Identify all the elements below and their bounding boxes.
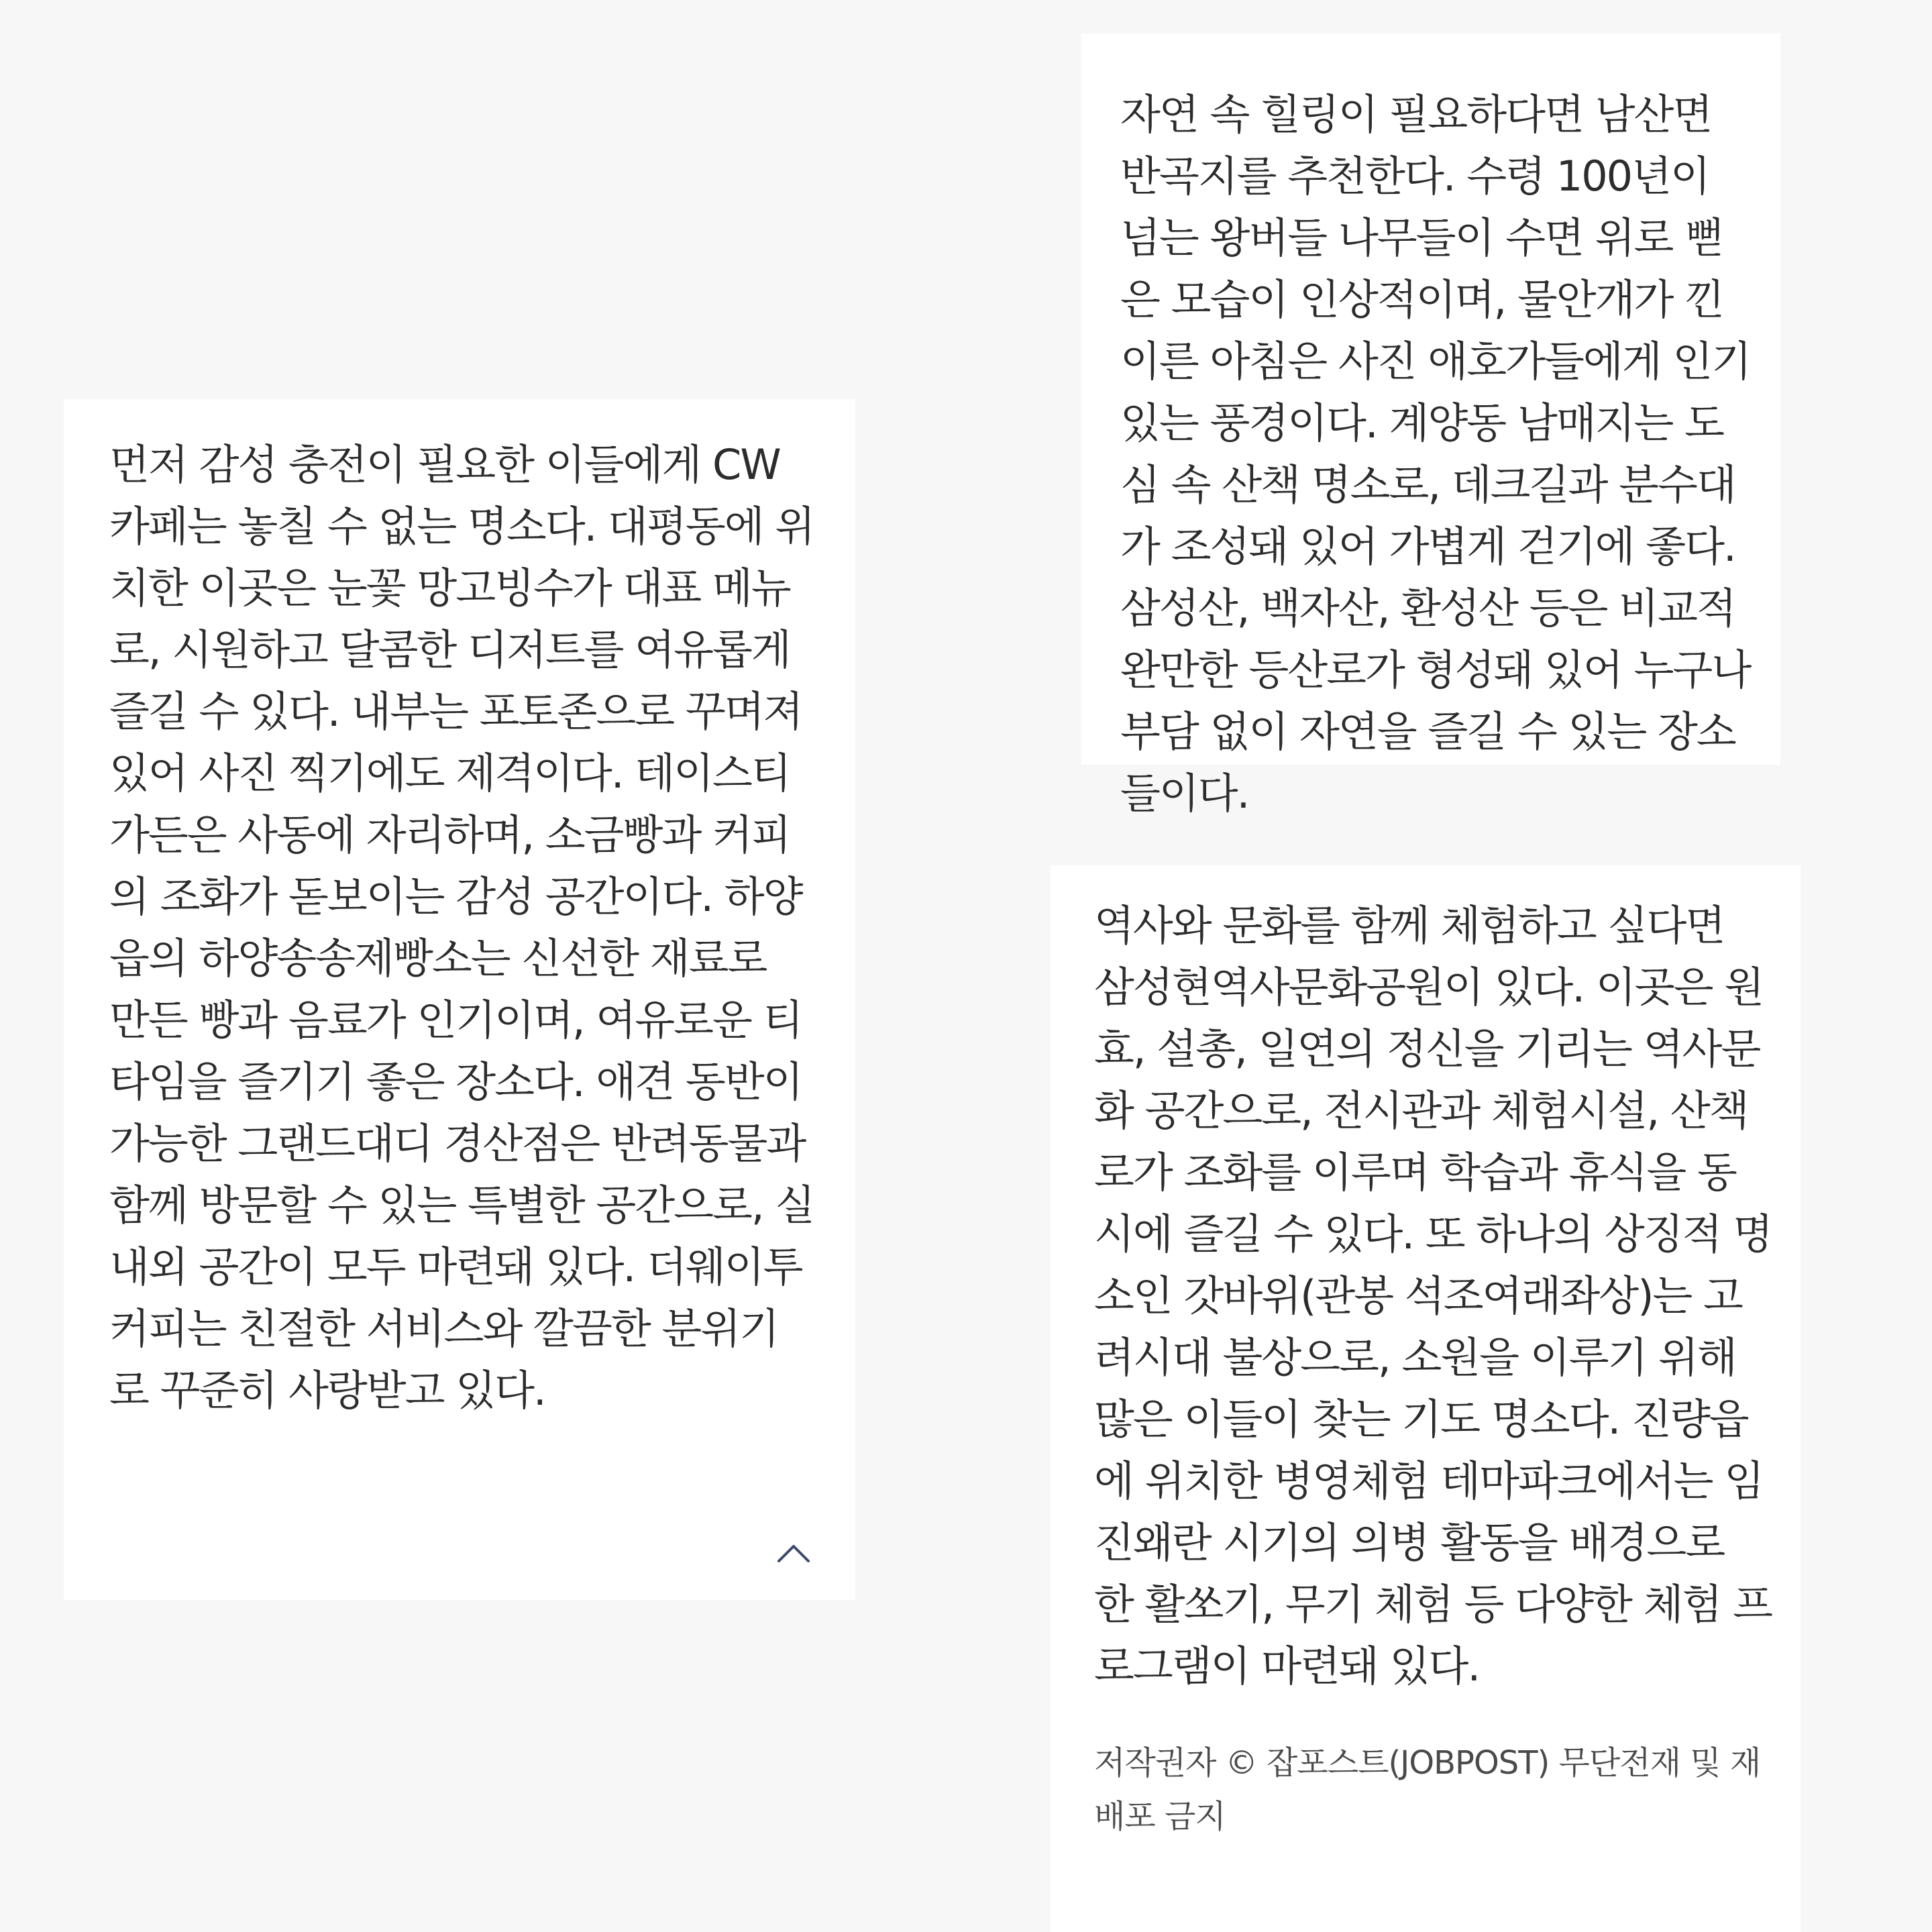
article-paragraph-history: 역사와 문화를 함께 체험하고 싶다면 삼성현역사문화공원이 있다. 이곳은 원효, 설총, 일연의 정신을 기리는 역사문화 공간으로, 전시관과 체험시설, 산책로가 조화를 이루며 학습과 휴식을 동시에 즐길 수 있다. 또 하나의 상징적 명소인 갓바위(관봉 석조여래좌상)는 고려시대 불상으로, 소원을 이루기 위해 많은 이들이 찾는 기도 명소다. 진량읍에 위치한 병영체험 테마파크에서는 임진왜란 시기의 의병 활동을 배경으로 한 활쏘기, 무기 체험 등 다양한 체험 프로그램이 마련돼 있다. (1094, 901, 1772, 1690)
article-paragraph-cafes: 먼저 감성 충전이 필요한 이들에게 CW 카페는 놓칠 수 없는 명소다. 대평동에 위치한 이곳은 눈꽃 망고빙수가 대표 메뉴로, 시원하고 달콤한 디저트를 여유롭게 즐길 수 있다. 내부는 포토존으로 꾸며져 있어 사진 찍기에도 제격이다. 테이스티 가든은 사동에 자리하며, 소금빵과 커피의 조화가 돋보이는 감성 공간이다. 하양읍의 하양송송제빵소는 신선한 재료로 만든 빵과 음료가 인기이며, 여유로운 티타임을 즐기기 좋은 장소다. 애견 동반이 가능한 그랜드대디 경산점은 반려동물과 함께 방문할 수 있는 특별한 공간으로, 실내외 공간이 모두 마련돼 있다. 더웨이투커피는 친절한 서비스와 깔끔한 분위기로 꾸준히 사랑받고 있다. (109, 440, 814, 1415)
collapse-button[interactable] (773, 1540, 814, 1566)
article-paragraph-nature: 자연 속 힐링이 필요하다면 남산면 반곡지를 추천한다. 수령 100년이 넘는 왕버들 나무들이 수면 위로 뻗은 모습이 인상적이며, 물안개가 낀 이른 아침은 사진 애호가들에게 인기 있는 풍경이다. 계양동 남매지는 도심 속 산책 명소로, 데크길과 분수대가 조성돼 있어 가볍게 걷기에 좋다. 삼성산, 백자산, 환성산 등은 비교적 완만한 등산로가 형성돼 있어 누구나 부담 없이 자연을 즐길 수 있는 장소들이다. (1120, 90, 1751, 818)
article-card-history (1051, 865, 1801, 1932)
copyright-notice: 저작권자 © 잡포스트(JOBPOST) 무단전재 및 재배포 금지 (1094, 1744, 1761, 1835)
article-card-cafes (64, 399, 855, 1600)
chevron-up-icon (773, 1540, 814, 1566)
article-card-nature (1081, 34, 1780, 818)
